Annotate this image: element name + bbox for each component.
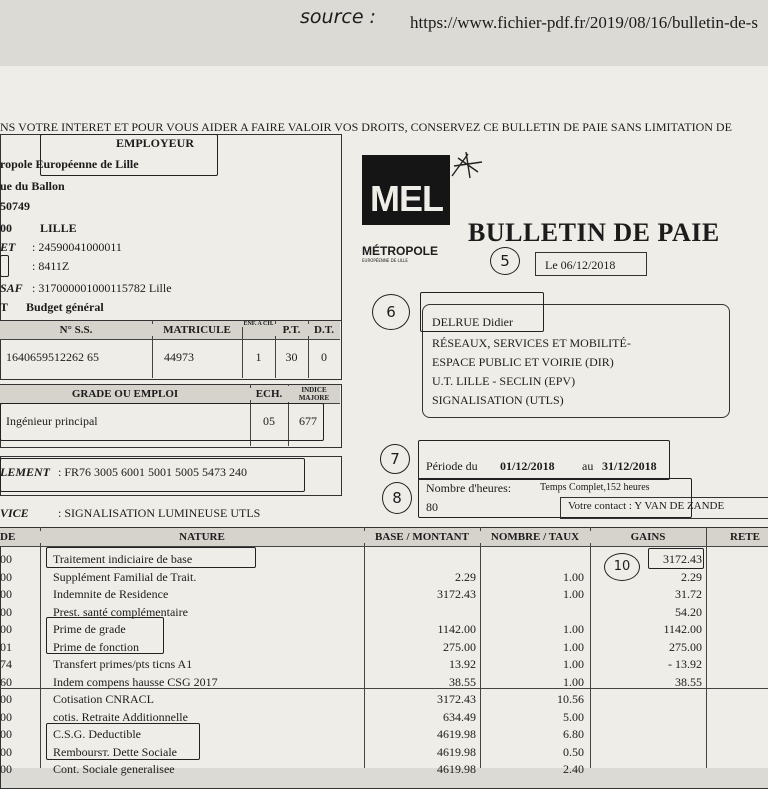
row-taux: 1.00 [563,622,584,636]
row-base: 13.92 [449,657,476,671]
annotation-8: 8 [382,482,412,514]
col-retenues: RETE [730,531,760,543]
col-matricule: MATRICULE [152,324,242,336]
service-label: VICE [0,506,29,520]
siret-value: : 24590041000011 [32,240,122,254]
row-gains: 3172.43 [663,552,702,566]
row-gains: 1142.00 [663,622,702,636]
gains-highlight [648,548,704,569]
row-base: 2.29 [455,569,476,584]
source-url: https://www.fichier-pdf.fr/2019/08/16/bulletin-de-s [410,13,758,32]
col-pt: P.T. [275,324,308,336]
urssaf-label: SAF [0,281,23,295]
row-nature: Prime de fonction [53,639,139,654]
row-code: 60 [0,674,12,689]
col-dt: D.T. [308,324,340,336]
row-base: 3172.43 [437,692,476,706]
row-code: 00 [0,762,12,776]
row-nature: Prime de grade [53,622,126,636]
row-base: 4619.98 [437,727,476,741]
ape-mark [0,255,9,277]
annotation-5: 5 [490,247,520,275]
annotation-10: 10 [604,553,640,581]
matricule-value: 44973 [164,350,194,364]
urssaf-value: : 317000001000115782 Lille [32,281,172,295]
row-code: 00 [0,604,12,619]
row-taux: 1.00 [563,657,584,671]
employer-name: ropole Européenne de Lille [0,157,139,171]
periode-from: 01/12/2018 [500,459,555,473]
document-title: BULLETIN DE PAIE [468,218,720,247]
row-taux: 1.00 [563,674,584,689]
logo-tagline: EUROPÉENNE DE LILLE [362,258,408,263]
row-code: 00 [0,727,12,741]
ss-value: 1640659512262 65 [6,350,99,364]
row-taux: 1.00 [563,569,584,584]
row-base: 4619.98 [437,744,476,759]
row-nature: Indem compens hausse CSG 2017 [53,674,218,689]
row-base: 275.00 [443,639,476,654]
annotation-7: 7 [380,444,410,474]
row-base: 3172.43 [437,587,476,601]
row-nature: C.S.G. Deductible [53,727,141,741]
row-taux: 6.80 [563,727,584,741]
star-mark-icon [448,150,488,180]
metropole-label: MÉTROPOLE [362,244,439,258]
conservation-notice: NS VOTRE INTERET ET POUR VOUS AIDER A FAIRE VALOIR VOS DROITS, CONSERVEZ CE BULLETIN DE PAIE SANS LIMITATION DE [0,120,732,134]
row-base: 1142.00 [437,622,476,636]
ech-value: 05 [263,414,275,428]
indice-value: 677 [299,414,317,428]
traitement-highlight [46,547,256,568]
ape-value: : 8411Z [32,259,70,273]
annotation-6: 6 [372,294,410,330]
row-code: 00 [0,692,12,706]
col-indice: INDICE MAJORE [288,386,340,402]
row-code: 01 [0,639,12,654]
row-taux: 5.00 [563,709,584,724]
reglement-label: LEMENT [0,465,51,479]
row-gains: 2.29 [681,569,702,584]
agent-line-3: U.T. LILLE - SECLIN (EPV) [432,374,576,388]
employer-city: LILLE [40,221,77,235]
grade-highlight [0,403,324,441]
agent-name: DELRUE Didier [432,315,513,329]
reglement-value: : FR76 3005 6001 5001 5005 5473 240 [58,465,248,479]
row-code: 00 [0,569,12,584]
contact: Votre contact : Y VAN DE ZANDE [568,500,725,512]
row-base: 4619.98 [437,762,476,776]
agent-line-1: RÉSEAUX, SERVICES ET MOBILITÉ- [432,336,631,350]
row-nature: Traitement indiciaire de base [53,552,193,566]
row-nature: Indemnite de Residence [53,587,169,601]
row-nature: Remboursт. Dette Sociale [53,744,177,759]
row-gains: 38.55 [675,674,702,689]
row-nature: Transfert primes/pts ticns A1 [53,657,193,671]
periode-to: 31/12/2018 [602,459,657,473]
col-taux: NOMBRE / TAUX [480,531,590,543]
issue-date: Le 06/12/2018 [545,258,616,272]
employer-box: 50749 [0,199,30,213]
col-code: DE [0,531,16,543]
dt-value: 0 [321,350,327,364]
budget-label: T [0,300,9,314]
row-taux: 2.40 [563,762,584,776]
col-ech: ECH. [250,388,288,400]
pt-value: 30 [285,350,298,364]
row-taux: 10.56 [557,692,584,706]
row-code: 00 [0,552,12,566]
heures-value: Temps Complet,152 heures [540,482,650,493]
col-nature: NATURE [40,531,364,543]
service-value: : SIGNALISATION LUMINEUSE UTLS [58,506,261,520]
row-nature: Supplément Familial de Trait. [53,569,197,584]
agent-line-4: SIGNALISATION (UTLS) [432,393,564,407]
col-grade: GRADE OU EMPLOI [0,388,250,400]
row-code: 00 [0,744,12,759]
row-gains: 31.72 [675,587,702,601]
row-taux: 1.00 [563,587,584,601]
employer-street: ue du Ballon [0,179,65,193]
employer-city-code: 00 [0,221,12,235]
periode-label: Période du [426,459,478,473]
mel-logo-text: MEL [370,178,443,219]
csg-highlight [46,723,200,760]
col-base: BASE / MONTANT [364,531,480,543]
row-nature: Prest. santé complémentaire [53,604,188,619]
grade-value: Ingénieur principal [6,414,98,428]
row-nature: Cont. Sociale generalisee [53,762,175,776]
budget-value: Budget général [26,300,104,314]
row-code: 00 [0,587,12,601]
row-gains: 275.00 [669,639,702,654]
agent-line-2: ESPACE PUBLIC ET VOIRIE (DIR) [432,355,614,369]
employer-header: EMPLOYEUR [116,136,194,150]
col-enf: ENF. A CH. [243,321,274,327]
col-ss: N° S.S. [0,324,152,336]
enf-value: 1 [255,350,262,364]
row-code: 00 [0,709,12,724]
row-gains: 54.20 [675,604,702,619]
row-code: 00 [0,622,12,636]
row-taux: 1.00 [563,639,584,654]
row-gains: - 13.92 [668,657,702,671]
row-nature: Cotisation CNRACL [53,692,155,706]
row-code: 74 [0,657,12,671]
col-gains: GAINS [590,531,706,543]
siret-label: ET [0,240,16,254]
row-base: 634.49 [443,709,476,724]
source-note: source : [300,6,376,28]
primes-highlight [46,617,164,654]
row-base: 38.55 [449,674,476,689]
row-taux: 0.50 [563,744,584,759]
heures-label: Nombre d'heures: [426,481,512,495]
periode-to-label: au [582,459,594,473]
row-nature: cotis. Retraite Additionnelle [53,709,188,724]
heures-extra: 80 [426,500,438,514]
